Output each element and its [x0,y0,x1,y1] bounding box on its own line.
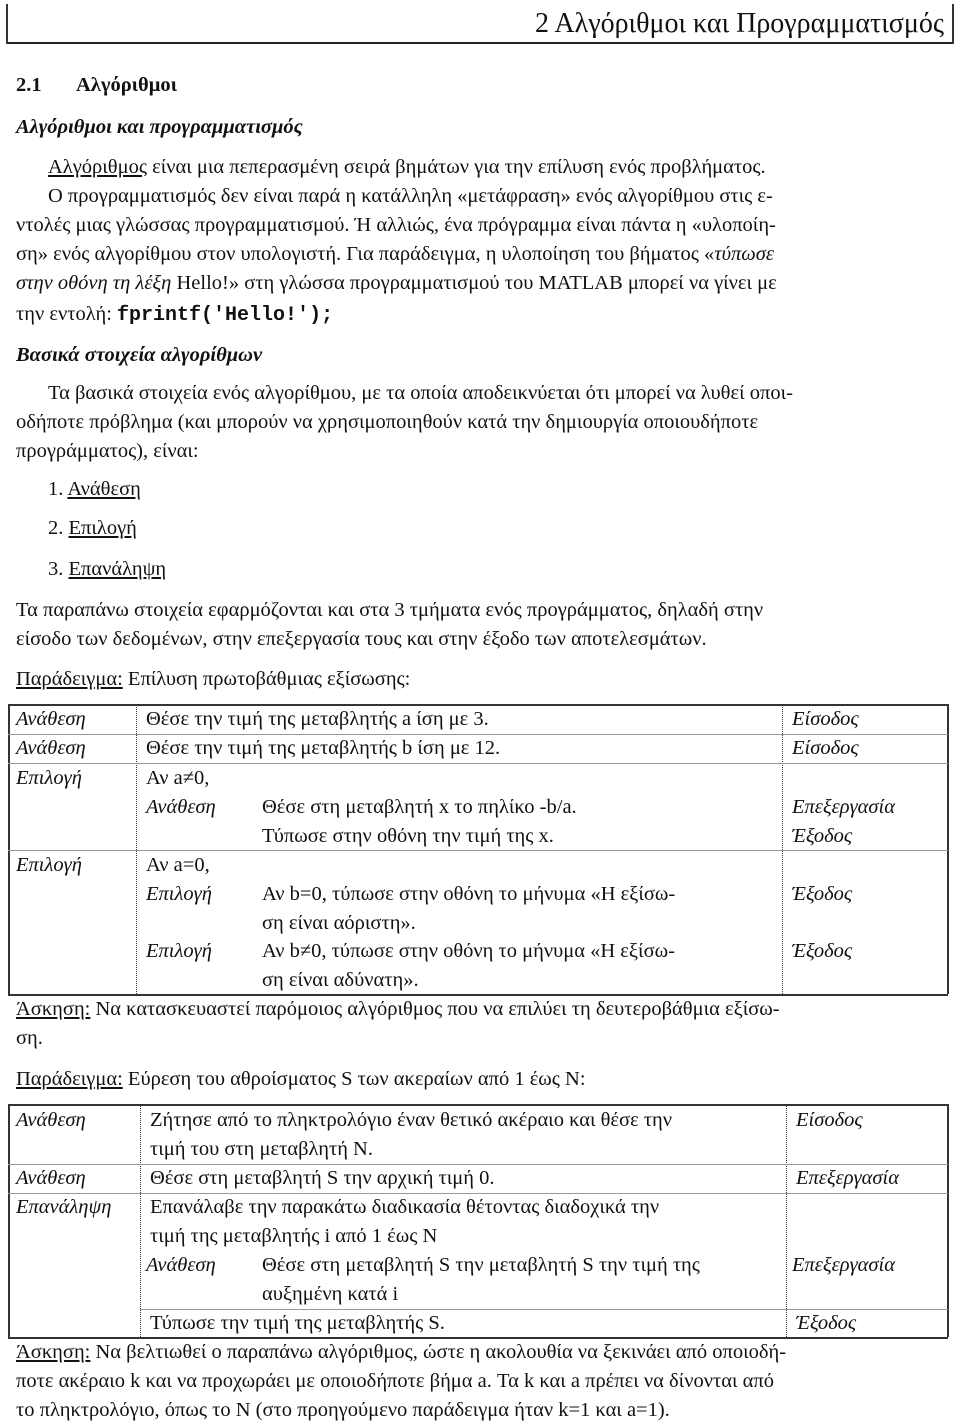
section-title: Αλγόριθμοι [76,74,177,96]
table-cell-action: Θέσε στη μεταβλητή S την μεταβλητή S την τιμή της [262,1254,700,1276]
table-cell-step: Ανάθεση [16,737,86,759]
list-item [48,475,141,504]
exercise-2-line-3: το πληκτρολόγιο, όπως το N (στο προηγούμενο παράδειγμα ήταν k=1 και a=1). [16,1399,670,1421]
list-label: Επανάληψη [68,558,167,580]
table-left-border [8,704,10,994]
table-cell-phase: Έξοδος [796,1312,857,1334]
subheading-algorithms-programming: Αλγόριθμοι και προγραμματισμός [16,116,303,138]
table-col-divider [140,1104,141,1337]
table-cell-action: Αν b=0, τύπωσε στην οθόνη το μήνυμα «Η εξίσω- [262,883,676,905]
table-cell-action: Θέσε στη μεταβλητή x το πηλίκο -b/a. [262,796,577,818]
exercise-label: Άσκηση: [16,998,91,1020]
table-cell-phase: Επεξεργασία [796,1167,899,1189]
table-cell-action: Αν a≠0, [146,767,210,789]
table-cell-step: Επιλογή [16,854,82,876]
table-right-border [947,1104,949,1337]
intro-line-4 [16,240,774,269]
table-cell-action: Επανάλαβε την παρακάτω διαδικασία θέτοντας διαδοχικά την [150,1196,660,1218]
intro-line-6-text: την εντολή: [16,303,118,325]
table-cell-step: Ανάθεση [16,1167,86,1189]
exercise-1-line-2: ση. [16,1027,43,1049]
section-number: 2.1 [16,74,42,96]
table-cell-substep: Επιλογή [146,883,212,905]
table-cell-action: Ζήτησε από το πληκτρολόγιο έναν θετικό ακέραιο και θέσε την [150,1109,673,1131]
table-cell-action: αυξημένη κατά i [262,1283,399,1305]
table-cell-step: Ανάθεση [16,708,86,730]
list-number: 2. [48,517,69,539]
table-cell-action: τιμή του στη μεταβλητή N. [150,1138,373,1160]
table-cell-action: Αν b≠0, τύπωσε στην οθόνη το μήνυμα «Η εξίσω- [262,940,675,962]
table-cell-substep: Ανάθεση [146,1254,216,1276]
basics-line-4: Τα παραπάνω στοιχεία εφαρμόζονται και στα 3 τμήματα ενός προγράμματος, δηλαδή στην [16,599,764,621]
intro-line-5-italic: στην οθόνη τη λέξη [16,272,172,294]
intro-line-5 [16,269,777,298]
intro-line-2: Ο προγραμματισμός δεν είναι παρά η κατάλληλη «μετάφραση» ενός αλγορίθμου στις ε- [48,185,773,207]
table-cell-substep: Επιλογή [146,940,212,962]
example-text: Επίλυση πρωτοβάθμιας εξίσωσης: [122,668,411,690]
intro-line-6 [16,300,333,330]
header-right-rule [952,4,954,44]
chapter-title: 2 Αλγόριθμοι και Προγραμματισμός [534,8,944,39]
intro-line-4-italic: τύπωσε [714,243,774,265]
list-label: Ανάθεση [67,478,141,500]
table-left-border [8,1104,10,1337]
basics-line-3: προγράμματος), είναι: [16,440,199,462]
table-cell-action: ση είναι αόριστη». [262,912,416,934]
example-text: Εύρεση του αθροίσματος S των ακεραίων από 1 έως N: [122,1068,586,1090]
exercise-text: Να κατασκευαστεί παρόμοιος αλγόριθμος που να επιλύει τη δευτεροβάθμια εξίσω- [90,998,780,1020]
example-label: Παράδειγμα: [16,668,123,690]
table-cell-step: Επανάληψη [16,1196,112,1218]
table-cell-action: Τύπωσε την τιμή της μεταβλητής S. [150,1312,445,1334]
header-left-rule [6,4,8,44]
example-2-heading [16,1065,586,1094]
list-number: 1. [48,478,68,500]
table-cell-phase: Επεξεργασία [792,796,895,818]
table-cell-phase: Είσοδος [796,1109,863,1131]
table-cell-phase: Έξοδος [792,825,853,847]
chapter-header [6,4,954,44]
table-col-divider [136,704,137,994]
table-cell-phase: Επεξεργασία [792,1254,895,1276]
table-right-border [947,704,949,994]
table-cell-action: ση είναι αδύνατη». [262,969,419,991]
table-cell-phase: Είσοδος [792,737,859,759]
term-algorithm: Αλγόριθμος [48,156,147,178]
table-col-divider [782,704,783,994]
intro-line-5-text: Hello!» στη γλώσσα προγραμματισμού του MATLAB μπορεί να γίνει με [171,272,777,294]
intro-line-4-text: ση» ενός αλγορίθμου στον υπολογιστή. Για παράδειγμα, η υλοποίηση του βήματος « [16,243,715,265]
exercise-text: Να βελτιωθεί ο παραπάνω αλγόριθμος, ώστε η ακολουθία να ξεκινάει από οποιοδή- [90,1341,787,1363]
intro-line-1 [48,153,766,182]
section-heading [16,71,177,100]
intro-definition: είναι μια πεπερασμένη σειρά βημάτων για την επίλυση ενός προβλήματος. [146,156,766,178]
table-cell-phase: Έξοδος [792,883,853,905]
exercise-2-line-1 [16,1338,786,1367]
basics-line-1: Τα βασικά στοιχεία ενός αλγορίθμου, με τα οποία αποδεικνύεται ότι μπορεί να λυθεί οποι- [48,382,793,404]
exercise-label: Άσκηση: [16,1341,91,1363]
table-col-divider [786,1104,787,1337]
list-number: 3. [48,558,69,580]
exercise-2-line-2: ποτε ακέραιο k και να προχωράει με οποιοδήποτε βήμα a. Τα k και a πρέπει να δίνονται από [16,1370,774,1392]
table-cell-action: Θέσε την τιμή της μεταβλητής a ίση με 3. [146,708,489,730]
intro-line-3: ντολές μιας γλώσσας προγραμματισμού. Ή αλλιώς, ένα πρόγραμμα είναι πάντα η «υλοποίη- [16,214,776,236]
list-label: Επιλογή [68,517,137,539]
table-cell-action: τιμή της μεταβλητής i από 1 έως N [150,1225,438,1247]
list-item [48,514,137,543]
table-cell-step: Ανάθεση [16,1109,86,1131]
table-cell-action: Τύπωσε στην οθόνη την τιμή της x. [262,825,554,847]
list-item [48,555,166,584]
table-cell-phase: Είσοδος [792,708,859,730]
basics-line-5: είσοδο των δεδομένων, στην επεξεργασία τους και στην έξοδο των αποτελεσμάτων. [16,628,707,650]
table-cell-action: Θέσε την τιμή της μεταβλητής b ίση με 12. [146,737,501,759]
example-1-heading [16,665,410,694]
basics-line-2: οδήποτε πρόβλημα (και μπορούν να χρησιμοποιηθούν κατά την δημιουργία οποιουδήποτε [16,411,759,433]
exercise-1-line-1 [16,995,780,1024]
table-cell-action: Θέσε στη μεταβλητή S την αρχική τιμή 0. [150,1167,495,1189]
table-cell-substep: Ανάθεση [146,796,216,818]
code-snippet: fprintf('Hello!'); [117,304,334,327]
subheading-basic-elements: Βασικά στοιχεία αλγορίθμων [16,344,263,366]
table-cell-action: Αν a=0, [146,854,210,876]
table-cell-phase: Έξοδος [792,940,853,962]
table-cell-step: Επιλογή [16,767,82,789]
example-label: Παράδειγμα: [16,1068,123,1090]
